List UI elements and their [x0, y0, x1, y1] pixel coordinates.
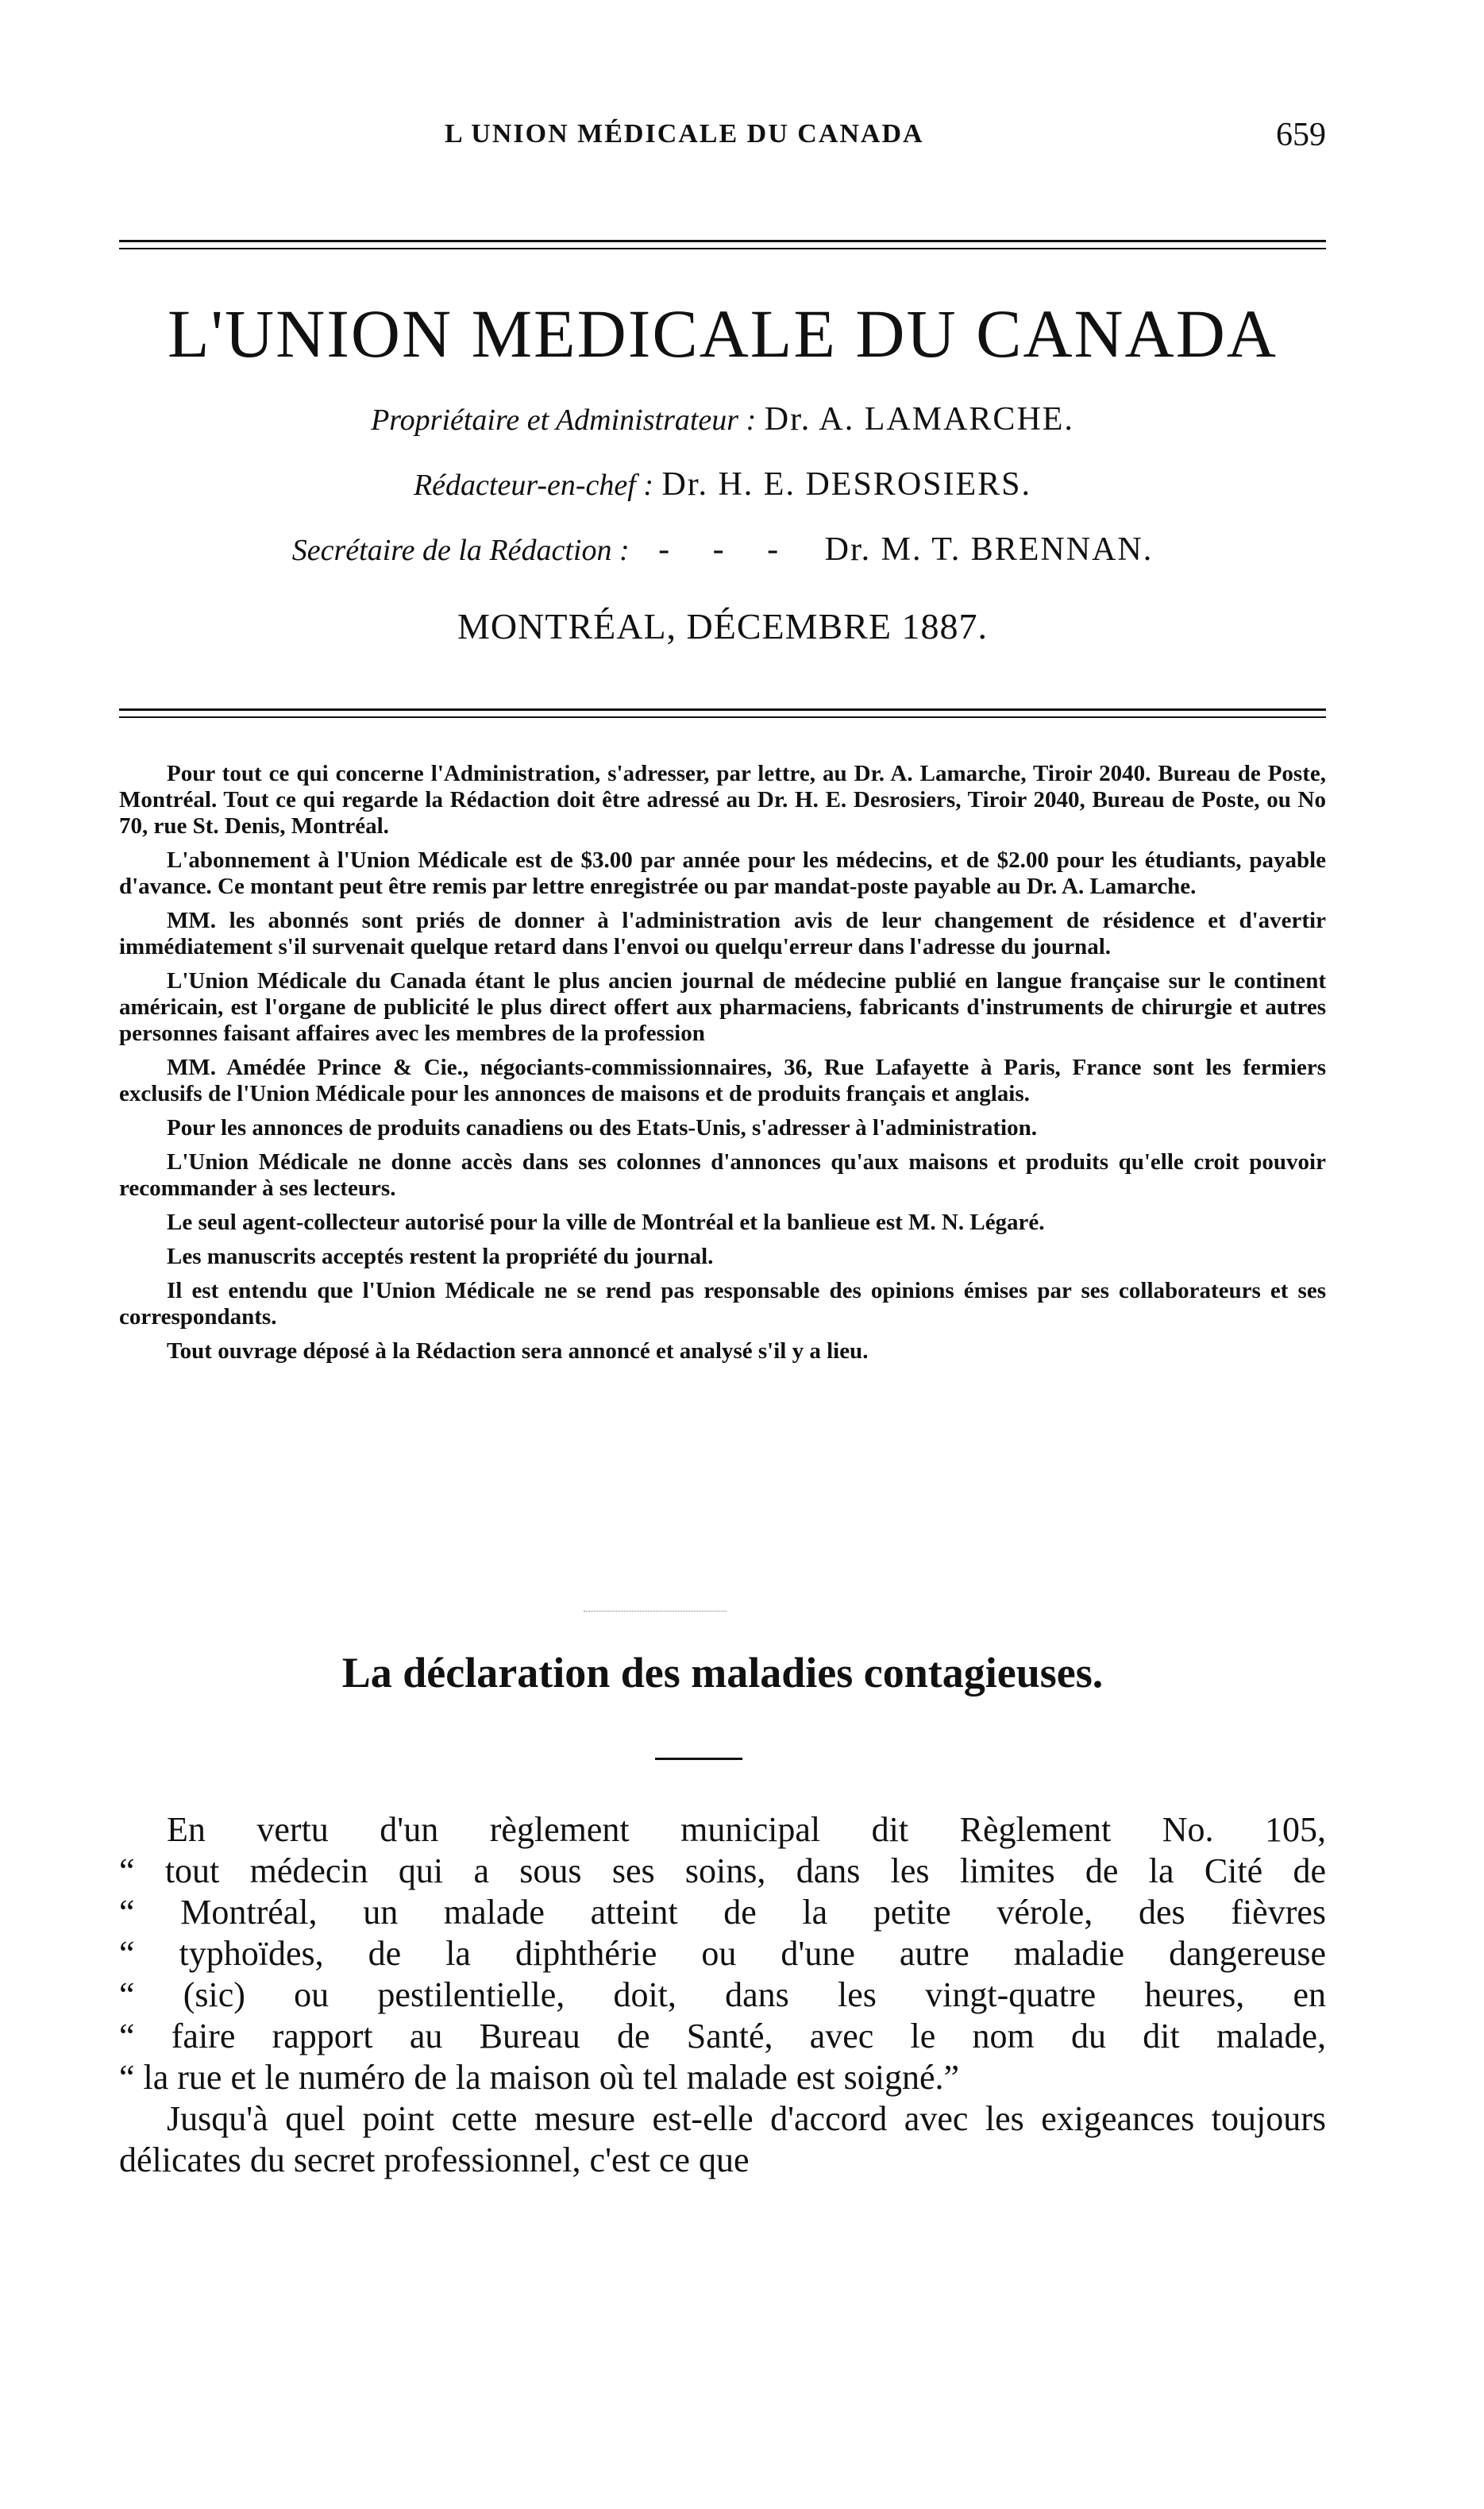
notice-subscription: L'abonnement à l'Union Médicale est de $3.00 par année pour les médecins, et de $2.00 pour les étudiants, payable d'avance. Ce montant peut être remis par lettre enregistrée ou par mandat-poste payable au Dr. A. Lamarche. [119, 847, 1326, 899]
staff-line-editor [119, 464, 1326, 505]
section-ornament [584, 1611, 727, 1612]
quote-line: En vertu d'un règlement municipal dit Règlement No. 105, [167, 1810, 1326, 1849]
notice-subscribers: MM. les abonnés sont priés de donner à l'administration avis de leur changement de résidence et d'avertir immédiatement s'il survenait quelque retard dans l'envoi ou quelqu'erreur dans l'adresse du journal. [119, 908, 1326, 959]
notice-reviews: Tout ouvrage déposé à la Rédaction sera annoncé et analysé s'il y a lieu. [167, 1338, 869, 1364]
article-paragraph: Jusqu'à quel point cette mesure est-elle d'accord avec les exigeances toujours délicates du secret professionnel, c'est ce que [119, 2099, 1326, 2179]
article-quote [119, 1809, 1326, 2098]
notice-collector: Le seul agent-collecteur autorisé pour la ville de Montréal et la banlieue est M. N. Légaré. [167, 1210, 1045, 1235]
staff-name: Dr. M. T. BRENNAN. [824, 531, 1154, 568]
staff-line-secretary [119, 529, 1326, 570]
quote-line: “ typhoïdes, de la diphthérie ou d'une autre maladie dangereuse [119, 1934, 1326, 1973]
notice-canadian-ads: Pour les annonces de produits canadiens ou des Etats-Unis, s'adresser à l'administration. [167, 1115, 1037, 1141]
notice-advertising: L'Union Médicale du Canada étant le plus ancien journal de médecine publié en langue française sur le continent américain, est l'organe de publicité le plus direct offert aux pharmaciens, fabricants d'instruments de chirurgie et autres personnes faisant affaires avec les membres de la profession [119, 968, 1326, 1046]
staff-line-proprietor [119, 399, 1326, 440]
running-title: L UNION MÉDICALE DU CANADA [445, 119, 924, 149]
staff-role: Secrétaire de la Rédaction : [291, 534, 630, 567]
running-head [119, 119, 1326, 159]
masthead-bottom-rule [119, 708, 1326, 718]
staff-role: Propriétaire et Administrateur : [371, 403, 757, 437]
staff-dashes: - - - [658, 531, 796, 568]
masthead-top-rule [119, 240, 1326, 249]
article-body [119, 1809, 1326, 2181]
notice-administration: Pour tout ce qui concerne l'Administration, s'adresser, par lettre, au Dr. A. Lamarche, Tiroir 2040. Bureau de Poste, Montréal. Tout ce qui regarde la Rédaction doit être adressé au Dr. H. E. Desrosiers, Tiroir 2040, Bureau de Poste, ou No 70, rue St. Denis, Montréal. [119, 761, 1326, 839]
page-number: 659 [1276, 117, 1326, 153]
journal-title: L'UNION MEDICALE DU CANADA [168, 295, 1278, 372]
title-rule [655, 1758, 742, 1760]
notice-manuscripts: Les manuscrits acceptés restent la propriété du journal. [167, 1244, 714, 1269]
quote-line: “ (sic) ou pestilentielle, doit, dans les vingt-quatre heures, en [119, 1975, 1326, 2014]
notice-ad-policy: L'Union Médicale ne donne accès dans ses colonnes d'annonces qu'aux maisons et produits qu'elle croit pouvoir recommander à ses lecteurs. [119, 1149, 1326, 1201]
notice-responsibility: Il est entendu que l'Union Médicale ne se rend pas responsable des opinions émises par ses collaborateurs et ses correspondants. [119, 1278, 1326, 1330]
quote-line: “ la rue et le numéro de la maison où tel malade est soigné.” [119, 2058, 960, 2097]
staff-role: Rédacteur-en-chef : [413, 469, 653, 502]
staff-name: Dr. H. E. DESROSIERS. [661, 466, 1032, 503]
masthead [119, 294, 1326, 647]
notices [119, 761, 1326, 1372]
quote-line: “ tout médecin qui a sous ses soins, dans les limites de la Cité de [119, 1851, 1326, 1890]
staff-name: Dr. A. LAMARCHE. [764, 401, 1074, 438]
article-title: La déclaration des maladies contagieuses. [341, 1649, 1104, 1696]
quote-line: “ faire rapport au Bureau de Santé, avec le nom du dit malade, [119, 2017, 1326, 2055]
dateline: MONTRÉAL, DÉCEMBRE 1887. [457, 606, 988, 647]
notice-paris-agents: MM. Amédée Prince & Cie., négociants-commissionnaires, 36, Rue Lafayette à Paris, France sont les fermiers exclusifs de l'Union Médicale pour les annonces de maisons et de produits français et anglais. [119, 1055, 1326, 1106]
quote-line: “ Montréal, un malade atteint de la petite vérole, des fièvres [119, 1893, 1326, 1932]
